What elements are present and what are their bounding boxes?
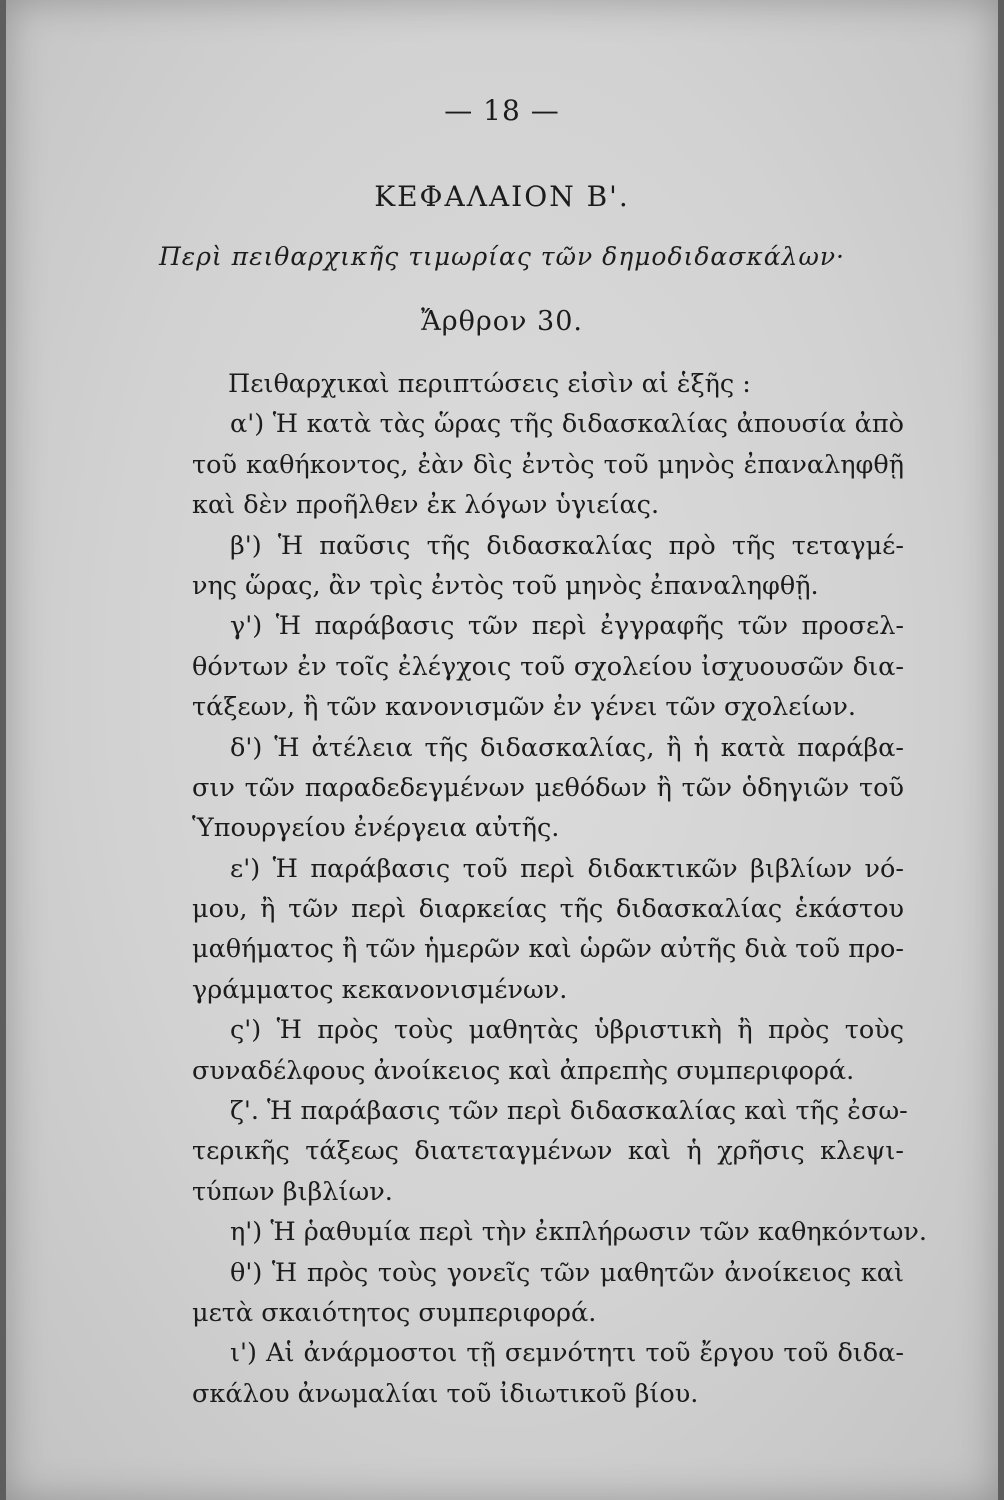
text-line: ς') Ἡ πρὸς τοὺς μαθητὰς ὑβριστικὴ ἢ πρὸς τοὺς [230,1015,904,1046]
text-line: μαθήματος ἢ τῶν ἡμερῶν καὶ ὡρῶν αὐτῆς διὰ τοῦ προ- [192,934,904,965]
text-line: δ') Ἡ ἀτέλεια τῆς διδασκαλίας, ἢ ἡ κατὰ παράβα- [230,732,904,763]
text-line: ζ'. Ἡ παράβασις τῶν περὶ διδασκαλίας καὶ τῆς ἐσω- [230,1096,908,1127]
text-line: ι') Αἱ ἀνάρμοστοι τῇ σεμνότητι τοῦ ἔργου τοῦ διδα- [230,1338,904,1369]
text-line: Πειθαρχικαὶ περιπτώσεις εἰσὶν αἱ ἑξῆς : [228,369,751,399]
text-line: α') Ἡ κατὰ τὰς ὥρας τῆς διδασκαλίας ἀπουσία ἀπὸ [230,409,904,440]
article-body [192,364,927,1414]
chapter-subtitle: Περὶ πειθαρχικῆς τιμωρίας τῶν δημοδιδασκάλων· [158,242,845,271]
article-heading: Ἄρθρον 30. [420,306,583,337]
text-line: γ') Ἡ παράβασις τῶν περὶ ἐγγραφῆς τῶν προσελ- [230,611,904,642]
text-line: σιν τῶν παραδεδεγμένων μεθόδων ἢ τῶν ὁδηγιῶν τοῦ [192,772,904,803]
text-line: σκάλου ἀνωμαλίαι τοῦ ἰδιωτικοῦ βίου. [192,1378,699,1409]
book-page [6,0,998,1500]
text-line: καὶ δὲν προῆλθεν ἐκ λόγων ὑγιείας. [192,490,660,521]
text-line: θόντων ἐν τοῖς ἐλέγχοις τοῦ σχολείου ἰσχυουσῶν δια- [192,651,904,682]
text-line: Ὑπουργείου ἐνέργεια αὐτῆς. [192,813,560,844]
text-line: τύπων βιβλίων. [192,1176,393,1207]
text-line: θ') Ἡ πρὸς τοὺς γονεῖς τῶν μαθητῶν ἀνοίκειος καὶ [230,1257,904,1288]
text-line: τάξεων, ἢ τῶν κανονισμῶν ἐν γένει τῶν σχολείων. [192,692,856,723]
chapter-title: ΚΕΦΑΛΑΙΟΝ Β'. [374,180,630,213]
text-line: γράμματος κεκανονισμένων. [192,974,568,1005]
text-line: η') Ἡ ῥαθυμία περὶ τὴν ἐκπλήρωσιν τῶν καθηκόντων. [230,1217,927,1248]
text-line: μου, ἢ τῶν περὶ διαρκείας τῆς διδασκαλίας ἑκάστου [192,894,904,925]
text-line: τοῦ καθήκοντος, ἐὰν δὶς ἐντὸς τοῦ μηνὸς ἐπαναληφθῇ [192,449,904,480]
text-line: ε') Ἡ παράβασις τοῦ περὶ διδακτικῶν βιβλίων νό- [230,853,904,884]
text-line: μετὰ σκαιότητος συμπεριφορά. [192,1297,597,1328]
text-line: συναδέλφους ἀνοίκειος καὶ ἀπρεπὴς συμπεριφορά. [192,1055,855,1086]
text-line: νης ὥρας, ἂν τρὶς ἐντὸς τοῦ μηνὸς ἐπαναληφθῇ. [192,570,819,601]
text-line: τερικῆς τάξεως διατεταγμένων καὶ ἡ χρῆσις κλεψι- [192,1136,904,1167]
page-number: — 18 — [444,94,560,127]
text-line: β') Ἡ παῦσις τῆς διδασκαλίας πρὸ τῆς τεταγμέ- [230,530,904,561]
